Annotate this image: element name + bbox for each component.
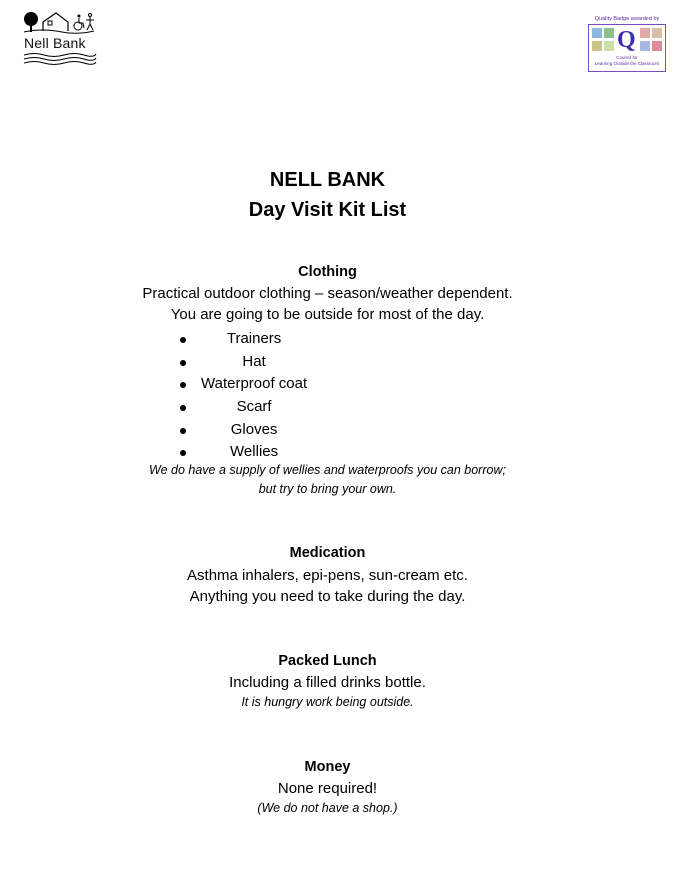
- clothing-line-2: You are going to be outside for most of the day.: [170, 306, 485, 323]
- quality-badge: [586, 16, 668, 72]
- badge-tile-icon: [592, 41, 602, 51]
- clothing-line-1: Practical outdoor clothing – season/weather dependent.: [142, 285, 513, 302]
- badge-tile-icon: [652, 28, 662, 38]
- money-line-1: None required!: [277, 780, 378, 797]
- packed-lunch-note: It is hungry work being outside.: [241, 695, 414, 709]
- medication-line-2: Anything you need to take during the day.: [189, 588, 466, 605]
- tree-house-people-icon: [22, 10, 98, 36]
- badge-tile-icon: [604, 28, 614, 38]
- badge-tile-icon: [652, 41, 662, 51]
- list-item: Waterproof coat: [180, 373, 307, 396]
- list-item: Trainers: [180, 328, 307, 351]
- badge-top-text: Quality Badge awarded by: [594, 16, 660, 22]
- clothing-note-1: We do have a supply of wellies and waterproofs you can borrow;: [149, 463, 506, 477]
- badge-tile-icon: [640, 28, 650, 38]
- badge-tile-icon: [592, 28, 602, 38]
- section-heading-medication: Medication: [289, 545, 366, 561]
- list-item: Hat: [180, 351, 307, 374]
- clothing-note-2: but try to bring your own.: [258, 482, 397, 496]
- logo-text: Nell Bank: [24, 35, 86, 51]
- badge-tile-icon: [604, 41, 614, 51]
- nell-bank-logo: [22, 10, 98, 64]
- page-title: NELL BANK: [269, 169, 386, 191]
- medication-line-1: Asthma inhalers, epi-pens, sun-cream etc.: [187, 567, 468, 584]
- packed-lunch-line-1: Including a filled drinks bottle.: [229, 674, 426, 691]
- list-item: Scarf: [180, 396, 307, 419]
- badge-tile-icon: [640, 41, 650, 51]
- badge-q-letter: Q: [617, 27, 636, 53]
- badge-frame: [588, 24, 666, 72]
- money-note: (We do not have a shop.): [257, 801, 398, 815]
- list-item: Gloves: [180, 419, 307, 442]
- section-heading-packed-lunch: Packed Lunch: [278, 653, 377, 669]
- waves-icon: [22, 52, 98, 66]
- badge-bottom-text: Council for Learning Outside the Classroom: [594, 55, 660, 66]
- clothing-list: [180, 328, 307, 464]
- page-subtitle: Day Visit Kit List: [248, 199, 407, 221]
- section-heading-clothing: Clothing: [298, 264, 357, 280]
- section-heading-money: Money: [304, 759, 351, 775]
- list-item: Wellies: [180, 441, 307, 464]
